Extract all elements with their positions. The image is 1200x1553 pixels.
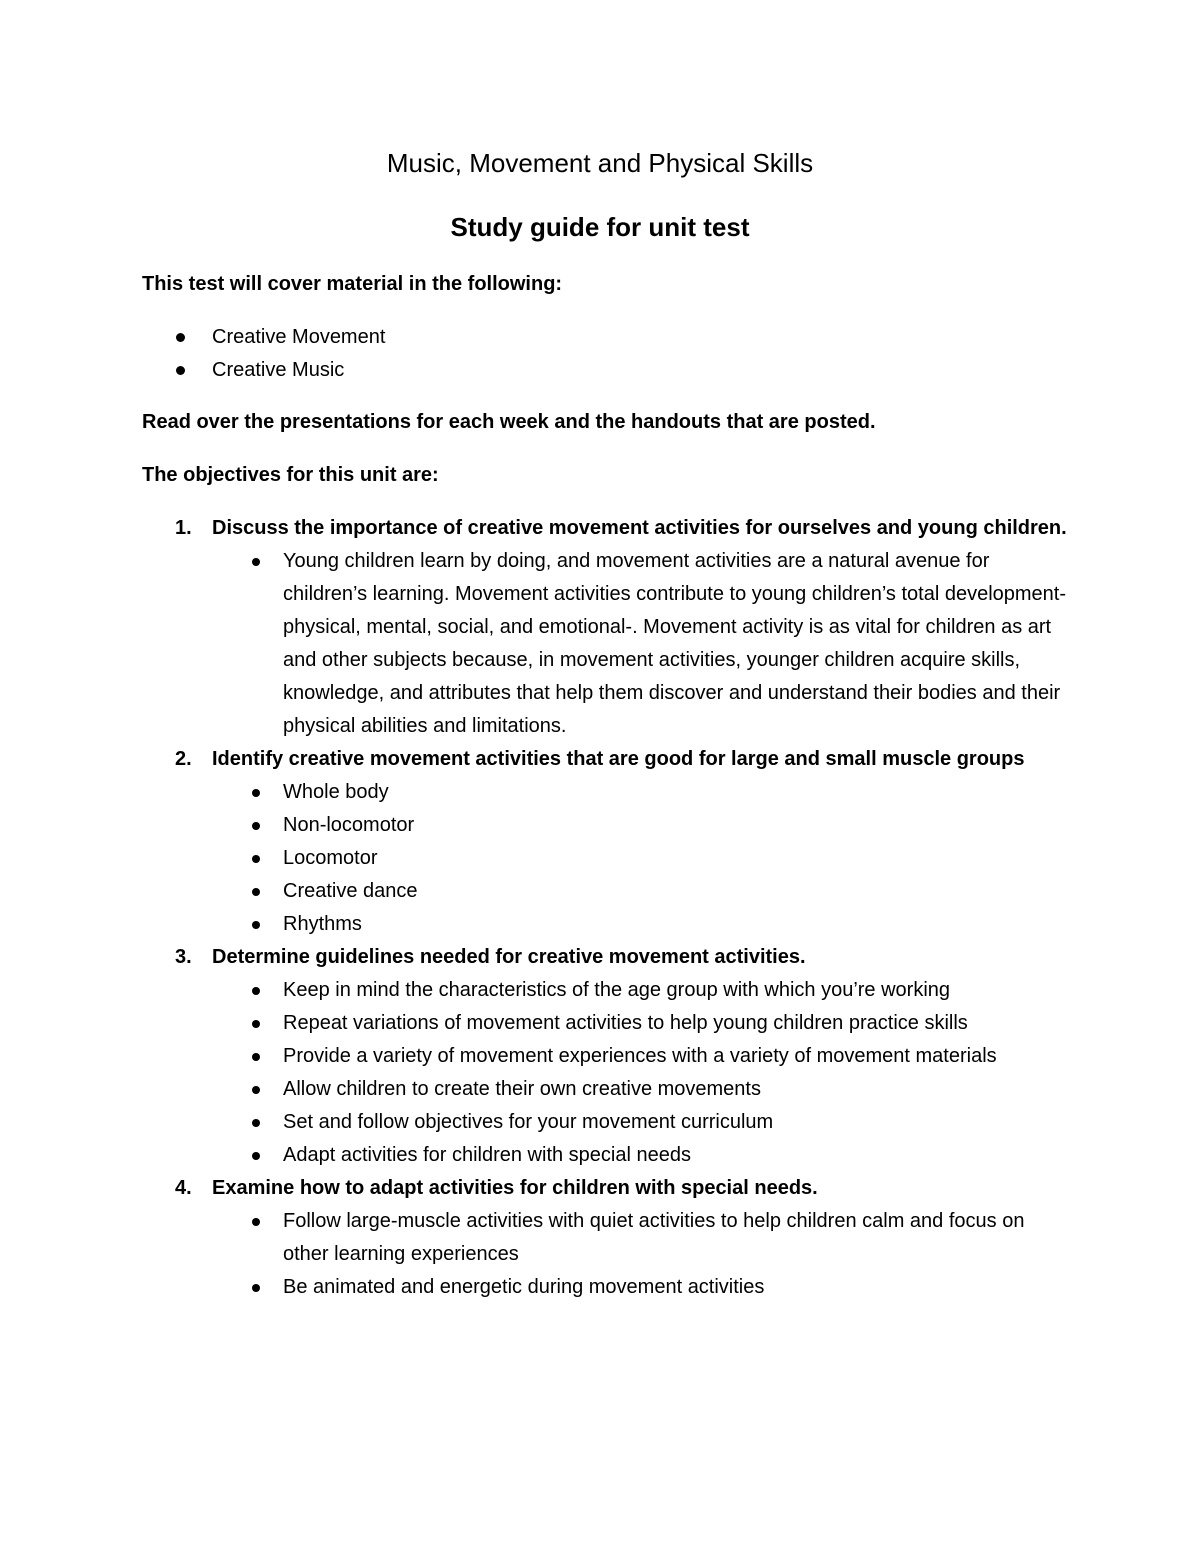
bullet-icon bbox=[176, 333, 185, 342]
point-text: Non-locomotor bbox=[283, 814, 415, 836]
list-item bbox=[212, 842, 1072, 875]
objectives-list bbox=[142, 512, 1072, 1304]
objective-item bbox=[142, 1172, 1072, 1304]
point-text: Rhythms bbox=[283, 913, 362, 935]
point-text: Whole body bbox=[283, 781, 389, 803]
list-item bbox=[142, 354, 385, 387]
list-item bbox=[142, 321, 385, 354]
list-item bbox=[212, 875, 1072, 908]
objective-item bbox=[142, 512, 1072, 743]
point-text: Creative dance bbox=[283, 880, 418, 902]
point-text: Allow children to create their own creative movements bbox=[283, 1078, 761, 1100]
list-item bbox=[212, 974, 1072, 1007]
point-text: Provide a variety of movement experiences with a variety of movement materials bbox=[283, 1045, 997, 1067]
objective-heading: Examine how to adapt activities for children with special needs. bbox=[212, 1177, 818, 1199]
list-item bbox=[212, 545, 1072, 743]
point-text: Young children learn by doing, and movement activities are a natural avenue for children’s learning. Movement activities contribute to young children’s total development- physical, mental, social, and emotional-. Movement activity is as vital for children as art and other subjects because, in movement activities, younger children acquire skills, knowledge, and attributes that help them discover and understand their bodies and their physical abilities and limitations. bbox=[283, 550, 1067, 737]
point-text: Locomotor bbox=[283, 847, 378, 869]
point-text: Adapt activities for children with special needs bbox=[283, 1144, 691, 1166]
bullet-icon bbox=[252, 1284, 260, 1292]
document-title: Music, Movement and Physical Skills bbox=[386, 148, 814, 178]
list-item bbox=[212, 1007, 1072, 1040]
point-text: Follow large-muscle activities with quiet activities to help children calm and focus on other learning experiences bbox=[283, 1210, 1025, 1265]
list-item bbox=[212, 1106, 1072, 1139]
list-item bbox=[212, 809, 1072, 842]
point-text: Set and follow objectives for your movement curriculum bbox=[283, 1111, 774, 1133]
bullet-icon bbox=[176, 366, 185, 375]
bullet-icon bbox=[252, 987, 260, 995]
topic-label: Creative Music bbox=[212, 359, 345, 381]
objective-item bbox=[142, 941, 1072, 1172]
list-item bbox=[212, 1271, 1072, 1304]
list-item bbox=[212, 1139, 1072, 1172]
objective-item bbox=[142, 743, 1072, 941]
list-item bbox=[212, 908, 1072, 941]
objective-points bbox=[212, 1205, 1072, 1304]
objective-points bbox=[212, 776, 1072, 941]
bullet-icon bbox=[252, 1020, 260, 1028]
objective-heading: Identify creative movement activities that are good for large and small muscle groups bbox=[212, 748, 1025, 770]
point-text: Repeat variations of movement activities to help young children practice skills bbox=[283, 1012, 968, 1034]
bullet-icon bbox=[252, 921, 260, 929]
bullet-icon bbox=[252, 789, 260, 797]
intro-text: This test will cover material in the following: bbox=[142, 273, 563, 295]
bullet-icon bbox=[252, 1119, 260, 1127]
point-text: Keep in mind the characteristics of the age group with which you’re working bbox=[283, 979, 951, 1001]
bullet-icon bbox=[252, 1152, 260, 1160]
objective-points bbox=[212, 974, 1072, 1172]
bullet-icon bbox=[252, 558, 260, 566]
objective-number: 3. bbox=[175, 946, 192, 968]
document-subtitle: Study guide for unit test bbox=[450, 212, 750, 242]
topic-label: Creative Movement bbox=[212, 326, 386, 348]
bullet-icon bbox=[252, 855, 260, 863]
read-note: Read over the presentations for each week and the handouts that are posted. bbox=[142, 411, 876, 433]
list-item bbox=[212, 1040, 1072, 1073]
point-text: Be animated and energetic during movement activities bbox=[283, 1276, 765, 1298]
list-item bbox=[212, 1205, 1072, 1271]
objective-heading: Determine guidelines needed for creative movement activities. bbox=[212, 946, 806, 968]
bullet-icon bbox=[252, 822, 260, 830]
objective-heading: Discuss the importance of creative movement activities for ourselves and young children. bbox=[212, 517, 1067, 539]
objective-number: 2. bbox=[175, 748, 192, 770]
objective-number: 1. bbox=[175, 517, 192, 539]
objective-number: 4. bbox=[175, 1177, 192, 1199]
bullet-icon bbox=[252, 1053, 260, 1061]
objectives-intro: The objectives for this unit are: bbox=[142, 464, 439, 486]
list-item bbox=[212, 776, 1072, 809]
topics-list bbox=[142, 321, 385, 387]
bullet-icon bbox=[252, 1218, 260, 1226]
bullet-icon bbox=[252, 888, 260, 896]
list-item bbox=[212, 1073, 1072, 1106]
bullet-icon bbox=[252, 1086, 260, 1094]
objective-points bbox=[212, 545, 1072, 743]
